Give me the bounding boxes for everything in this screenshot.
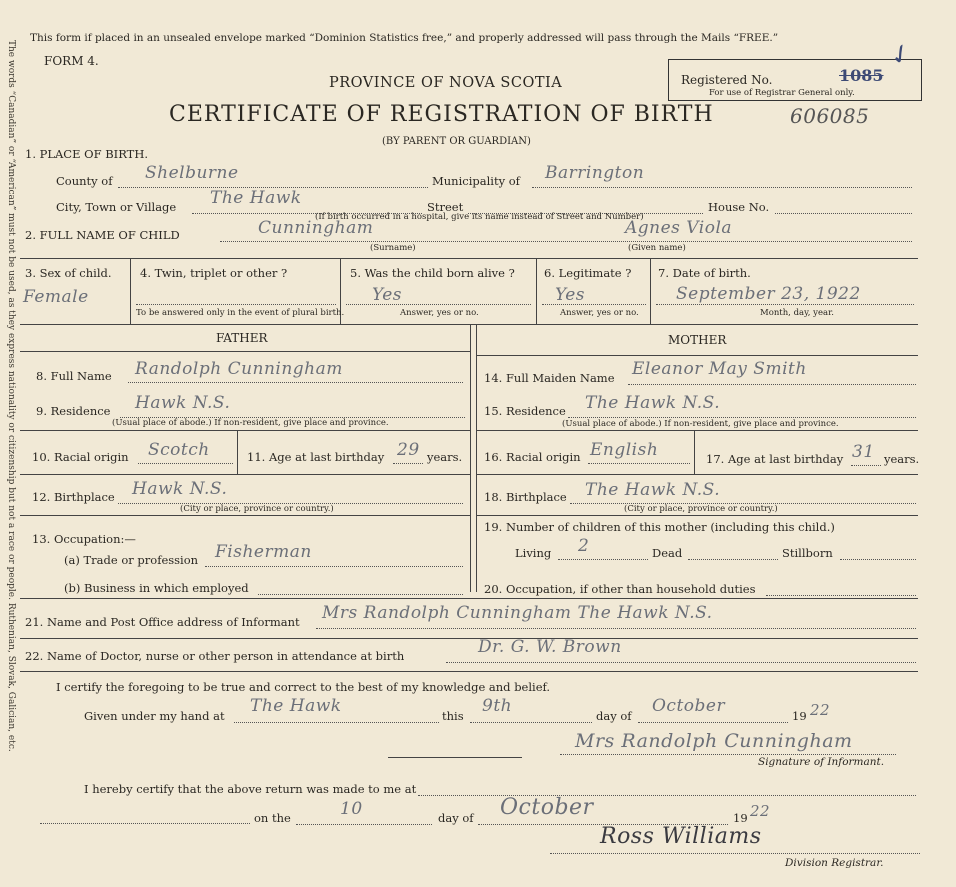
father-residence-note: (Usual place of abode.) If non-resident, give place and province. xyxy=(112,418,389,428)
doctor-label: 22. Name of Doctor, nurse or other person in attendance at birth xyxy=(25,649,405,663)
subtitle: (BY PARENT OR GUARDIAN) xyxy=(382,136,531,147)
mother-heading: MOTHER xyxy=(668,333,727,347)
child-name-label: 2. FULL NAME OF CHILD xyxy=(25,228,180,242)
given-place: The Hawk xyxy=(250,696,342,716)
given-under-label: Given under my hand at xyxy=(84,709,225,723)
given-caption: (Given name) xyxy=(628,243,686,253)
registered-box xyxy=(668,59,922,101)
stillborn-label: Stillborn xyxy=(782,546,833,560)
mother-occupation-label: 20. Occupation, if other than household duties xyxy=(484,582,756,596)
informant-signature: Mrs Randolph Cunningham xyxy=(575,730,853,752)
mother-racial: English xyxy=(590,440,659,460)
free-notice: This form if placed in an unsealed envelope marked “Dominion Statistics free,” and properly addressed will pass through the Mails “FREE.” xyxy=(30,32,779,44)
father-birthplace: Hawk N.S. xyxy=(132,479,228,499)
mother-age-label: 17. Age at last birthday xyxy=(706,452,844,466)
child-surname: Cunningham xyxy=(258,218,374,238)
doctor-value: Dr. G. W. Brown xyxy=(478,637,622,657)
father-racial-label: 10. Racial origin xyxy=(32,450,129,464)
legitimate-value: Yes xyxy=(555,285,586,305)
father-heading: FATHER xyxy=(216,331,268,345)
mother-racial-label: 16. Racial origin xyxy=(484,450,581,464)
hospital-note: (If birth occurred in a hospital, give its name instead of Street and Number) xyxy=(315,212,644,222)
children-label: 19. Number of children of this mother (including this child.) xyxy=(484,520,835,534)
registrar-year: 22 xyxy=(750,802,771,820)
sex-label: 3. Sex of child. xyxy=(25,266,112,280)
father-name: Randolph Cunningham xyxy=(135,359,343,379)
certify-statement: I certify the foregoing to be true and correct to the best of my knowledge and belief. xyxy=(56,680,551,694)
side-note xyxy=(2,40,16,880)
twin-note: To be answered only in the event of plural birth. xyxy=(136,308,345,318)
father-racial: Scotch xyxy=(148,440,210,460)
father-age: 29 xyxy=(397,440,420,460)
mother-residence-label: 15. Residence xyxy=(484,404,566,418)
registrar-caption: Division Registrar. xyxy=(785,857,884,869)
dob-note: Month, day, year. xyxy=(760,308,834,318)
registrar-day: 10 xyxy=(340,799,363,819)
mother-name-label: 14. Full Maiden Name xyxy=(484,371,615,385)
given-year-prefix: 19 xyxy=(792,709,807,723)
informant-label: 21. Name and Post Office address of Informant xyxy=(25,615,300,629)
father-age-label: 11. Age at last birthday xyxy=(247,450,385,464)
sex-value: Female xyxy=(23,287,89,307)
page-title: CERTIFICATE OF REGISTRATION OF BIRTH xyxy=(169,102,714,127)
this-label: this xyxy=(442,709,464,723)
registrar-signature: Ross Williams xyxy=(600,824,762,849)
surname-caption: (Surname) xyxy=(370,243,416,253)
house-label: House No. xyxy=(708,200,770,214)
registered-number: 1085 xyxy=(839,66,884,85)
father-name-label: 8. Full Name xyxy=(36,369,112,383)
registrar-statement: I hereby certify that the above return was made to me at xyxy=(84,782,417,796)
place-heading: 1. PLACE OF BIRTH. xyxy=(25,147,149,161)
child-given-name: Agnes Viola xyxy=(625,218,733,238)
trade-label: (a) Trade or profession xyxy=(64,553,199,567)
given-year: 22 xyxy=(810,701,831,719)
living-value: 2 xyxy=(578,536,590,556)
city-label: City, Town or Village xyxy=(56,200,177,214)
alive-label: 5. Was the child born alive ? xyxy=(350,266,515,280)
dead-label: Dead xyxy=(652,546,683,560)
twin-label: 4. Twin, triplet or other ? xyxy=(140,266,288,280)
given-day: 9th xyxy=(482,696,513,716)
registrar-month: October xyxy=(500,795,594,820)
informant-value: Mrs Randolph Cunningham The Hawk N.S. xyxy=(322,603,713,623)
registered-label: Registered No. xyxy=(681,73,773,87)
mother-birthplace: The Hawk N.S. xyxy=(585,480,721,500)
mother-residence: The Hawk N.S. xyxy=(585,393,721,413)
check-mark-icon: ✓ xyxy=(883,36,918,74)
on-the-label: on the xyxy=(254,811,291,825)
legitimate-note: Answer, yes or no. xyxy=(560,308,639,318)
signature-caption: Signature of Informant. xyxy=(758,756,885,768)
father-birthplace-label: 12. Birthplace xyxy=(32,490,115,504)
father-residence-label: 9. Residence xyxy=(36,404,111,418)
mother-residence-note: (Usual place of abode.) If non-resident, give place and province. xyxy=(562,419,839,429)
business-label: (b) Business in which employed xyxy=(64,581,249,595)
day-of-label: day of xyxy=(596,709,632,723)
trade-value: Fisherman xyxy=(215,542,312,562)
father-years: years. xyxy=(427,450,463,464)
municipality-value: Barrington xyxy=(545,163,645,183)
mother-years: years. xyxy=(884,452,920,466)
city-value: The Hawk xyxy=(210,188,302,208)
mother-name: Eleanor May Smith xyxy=(632,359,807,379)
given-month: October xyxy=(652,696,726,716)
municipality-label: Municipality of xyxy=(432,174,520,188)
county-label: County of xyxy=(56,174,113,188)
occupation-label: 13. Occupation:— xyxy=(32,532,136,546)
mother-birthplace-note: (City or place, province or country.) xyxy=(624,504,778,514)
province-title: PROVINCE OF NOVA SCOTIA xyxy=(329,75,563,91)
living-label: Living xyxy=(515,546,552,560)
registrar-year-prefix: 19 xyxy=(733,811,748,825)
certificate-number: 606085 xyxy=(790,104,870,128)
legitimate-label: 6. Legitimate ? xyxy=(544,266,632,280)
dob-label: 7. Date of birth. xyxy=(658,266,751,280)
street-label: Street xyxy=(427,200,464,214)
registrar-day-of-label: day of xyxy=(438,811,474,825)
alive-note: Answer, yes or no. xyxy=(400,308,479,318)
mother-age: 31 xyxy=(852,442,875,462)
father-birthplace-note: (City or place, province or country.) xyxy=(180,504,334,514)
county-value: Shelburne xyxy=(145,163,239,183)
mother-birthplace-label: 18. Birthplace xyxy=(484,490,567,504)
father-residence: Hawk N.S. xyxy=(135,393,231,413)
dob-value: September 23, 1922 xyxy=(676,284,861,304)
side-note-text: The words “Canadian” or “American” must not be used, as they express nationality or citizenship but not a race or people. Ruthenian, Slovak, Galician, etc. xyxy=(6,40,16,752)
alive-value: Yes xyxy=(372,285,403,305)
form-number: FORM 4. xyxy=(44,54,99,68)
registered-note: For use of Registrar General only. xyxy=(709,88,855,98)
